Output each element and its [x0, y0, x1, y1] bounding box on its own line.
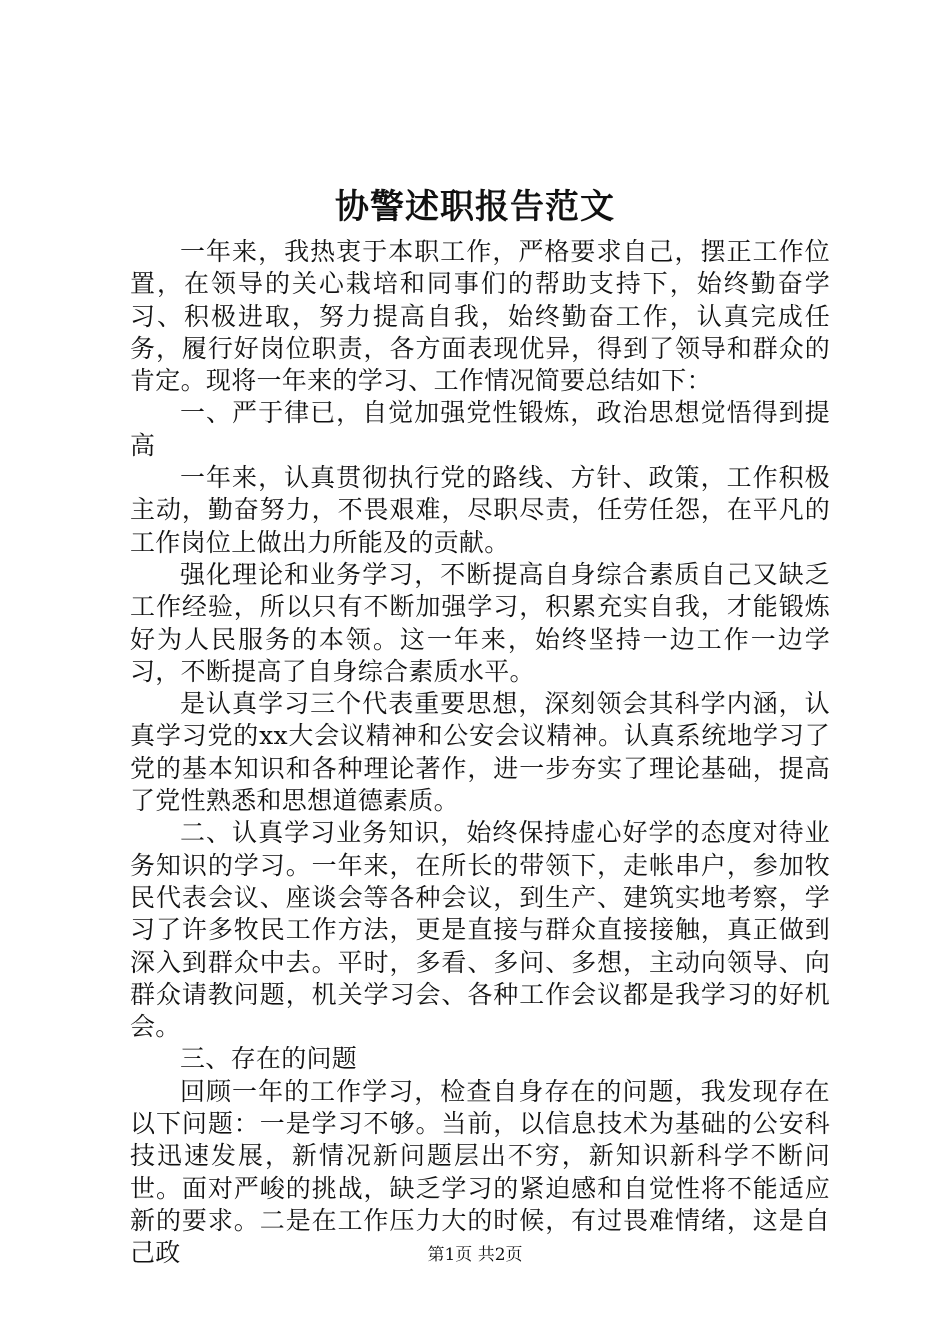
paragraph-intro: 一年来，我热衷于本职工作，严格要求自己，摆正工作位置，在领导的关心栽培和同事们的帮助支持下，始终勤奋学习、积极进取，努力提高自我，始终勤奋工作，认真完成任务，履行好岗位职责，各方面表现优异，得到了领导和群众的肯定。现将一年来的学习、工作情况简要总结如下： [130, 237, 830, 396]
paragraph-heading-3: 三、存在的问题 [180, 1044, 358, 1074]
paragraph-2: 一年来，认真贯彻执行党的路线、方针、政策，工作积极主动，勤奋努力，不畏艰难，尽职尽责，任劳任怨，在平凡的工作岗位上做出力所能及的贡献。 [130, 463, 830, 557]
paragraph-7: 回顾一年的工作学习，检查自身存在的问题，我发现存在以下问题：一是学习不够。当前，以信息技术为基础的公安科技迅速发展，新情况新问题层出不穷，新知识新科学不断问世。面对严峻的挑战，缺乏学习的紧迫感和自觉性将不能适应新的要求。二是在工作压力大的时候，有过畏难情绪，这是自己政 [130, 1076, 830, 1268]
paragraph-3: 强化理论和业务学习，不断提高自身综合素质自己又缺乏工作经验，所以只有不断加强学习，积累充实自我，才能锻炼好为人民服务的本领。这一年来，始终坚持一边工作一边学习，不断提高了自身综合素质水平。 [130, 559, 830, 686]
paragraph-4: 是认真学习三个代表重要思想，深刻领会其科学内涵，认真学习党的xx大会议精神和公安会议精神。认真系统地学习了党的基本知识和各种理论著作，进一步夯实了理论基础，提高了党性熟悉和思想道德素质。 [130, 689, 830, 816]
document-body [130, 236, 830, 1270]
page-number-footer: 第1页 共2页 [427, 1245, 523, 1265]
document-title: 协警述职报告范文 [335, 187, 615, 227]
paragraph-heading-1: 一、严于律已，自觉加强党性锻炼，政治思想觉悟得到提高 [130, 398, 830, 460]
paragraph-heading-2: 二、认真学习业务知识，始终保持虚心好学的态度对待业务知识的学习。一年来，在所长的带领下，走帐串户，参加牧民代表会议、座谈会等各种会议，到生产、建筑实地考察，学习了许多牧民工作方法，更是直接与群众直接接触，真正做到深入到群众中去。平时，多看、多问、多想，主动向领导、向群众请教问题，机关学习会、各种工作会议都是我学习的好机会。 [130, 818, 830, 1042]
